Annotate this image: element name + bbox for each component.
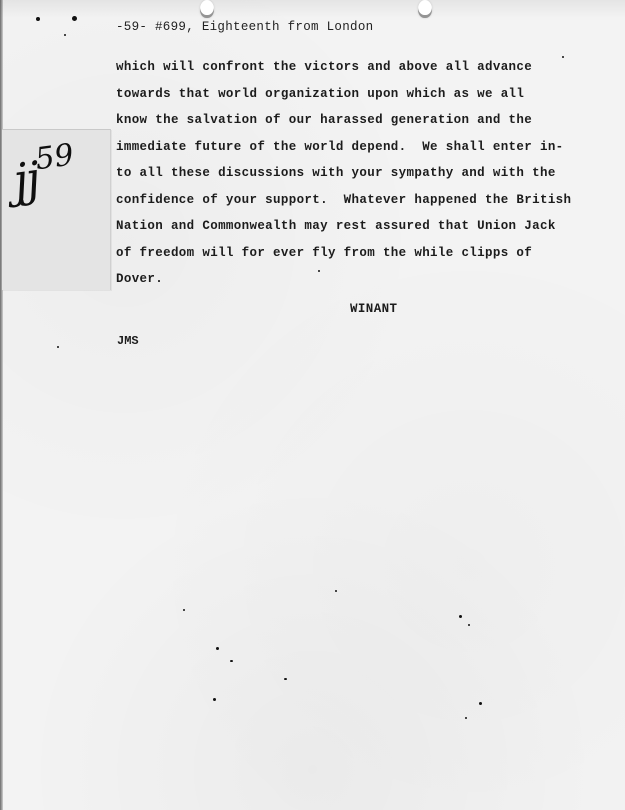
ink-speck <box>72 16 77 21</box>
page-top-shadow <box>0 0 625 18</box>
body-line: of freedom will for ever fly from the while clipps of <box>116 245 533 260</box>
ink-speck <box>465 717 467 719</box>
body-line: Nation and Commonwealth may rest assured that Union Jack <box>116 219 556 233</box>
ink-speck <box>57 346 59 348</box>
punch-hole-icon <box>418 0 432 18</box>
body-line: Dover. <box>116 272 164 286</box>
body-line: to all these discussions with your sympathy and with the <box>116 166 556 180</box>
page-header: -59- #699, Eighteenth from London <box>116 20 374 34</box>
handwritten-number: 59 <box>33 137 76 178</box>
handwritten-annotation <box>10 137 80 208</box>
ink-speck <box>36 17 40 21</box>
page-left-edge <box>0 0 3 810</box>
ink-speck <box>284 678 287 680</box>
ink-speck <box>468 624 470 626</box>
body-line: towards that world organization upon which as we all <box>116 86 525 101</box>
ink-speck <box>183 609 185 611</box>
body-line: immediate future of the world depend. We shall enter in- <box>116 139 564 154</box>
ink-speck <box>213 698 216 701</box>
handwritten-letters: jj <box>10 150 42 208</box>
signature: WINANT <box>350 302 398 316</box>
ink-speck <box>479 702 482 705</box>
ink-speck <box>216 647 219 650</box>
body-line: which will confront the victors and above all advance <box>116 60 533 74</box>
ink-speck <box>230 660 233 662</box>
ink-speck <box>335 590 337 592</box>
document-body <box>116 54 576 293</box>
punch-hole-icon <box>200 0 214 18</box>
ink-speck <box>64 34 66 36</box>
body-line: confidence of your support. Whatever happened the British <box>116 192 572 207</box>
ink-speck <box>459 615 462 618</box>
handwritten-note-card <box>2 129 111 290</box>
typist-initials: JMS <box>117 334 139 348</box>
body-line: know the salvation of our harassed generation and the <box>116 113 533 127</box>
